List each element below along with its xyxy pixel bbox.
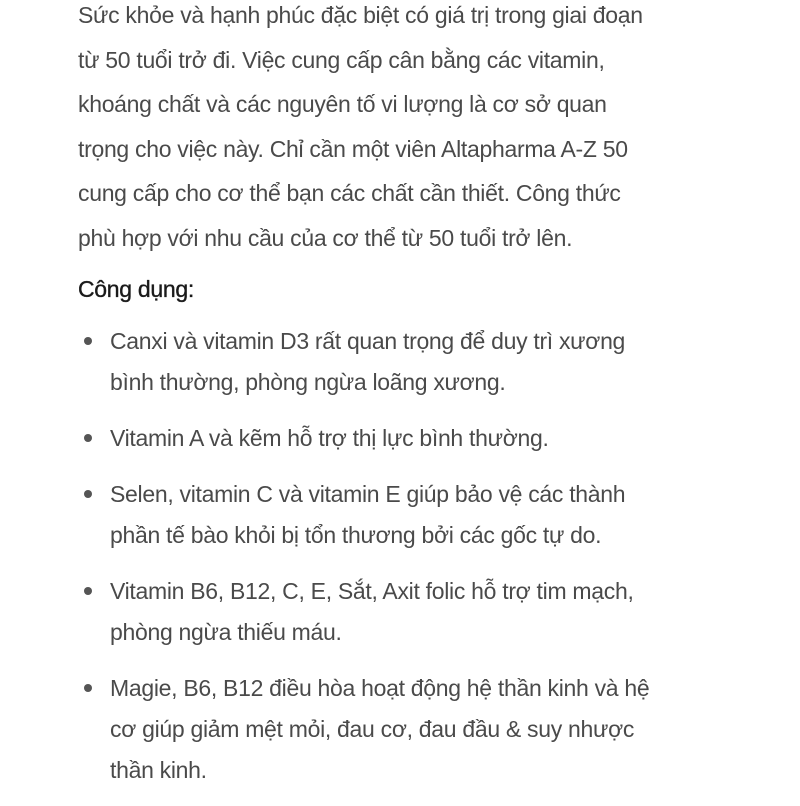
bullet-icon — [84, 434, 92, 442]
list-item-line: Vitamin B6, B12, C, E, Sắt, Axit folic hỗ trợ tim mạch, — [110, 578, 634, 604]
list-item — [78, 571, 718, 653]
intro-line: cung cấp cho cơ thể bạn các chất cần thiết. Công thức — [78, 180, 621, 206]
benefits-list — [78, 321, 718, 806]
product-description — [78, 0, 718, 783]
list-item — [78, 418, 718, 459]
bullet-icon — [84, 490, 92, 498]
intro-line: khoáng chất và các nguyên tố vi lượng là cơ sở quan — [78, 91, 607, 117]
bullet-icon — [84, 587, 92, 595]
bullet-icon — [84, 684, 92, 692]
list-item-line: phòng ngừa thiếu máu. — [110, 619, 342, 645]
intro-paragraph — [78, 0, 718, 260]
list-item — [78, 321, 718, 403]
list-item-line: thần kinh. — [110, 757, 207, 783]
list-item-line: Magie, B6, B12 điều hòa hoạt động hệ thần kinh và hệ — [110, 675, 650, 701]
list-item-line: Canxi và vitamin D3 rất quan trọng để duy trì xương — [110, 328, 626, 354]
list-item-line: bình thường, phòng ngừa loãng xương. — [110, 369, 506, 395]
list-item-line: cơ giúp giảm mệt mỏi, đau cơ, đau đầu & suy nhược — [110, 716, 635, 742]
bullet-icon — [84, 337, 92, 345]
list-item-line: Selen, vitamin C và vitamin E giúp bảo vệ các thành — [110, 481, 626, 507]
intro-line: trọng cho việc này. Chỉ cần một viên Altapharma A-Z 50 — [78, 135, 628, 162]
intro-line: phù hợp với nhu cầu của cơ thể từ 50 tuổi trở lên. — [78, 224, 573, 251]
intro-line: Sức khỏe và hạnh phúc đặc biệt có giá trị trong giai đoạn — [78, 2, 643, 28]
list-item-line: Vitamin A và kẽm hỗ trợ thị lực bình thường. — [110, 425, 549, 451]
list-item — [78, 474, 718, 556]
intro-line: từ 50 tuổi trở đi. Việc cung cấp cân bằng các vitamin, — [78, 46, 605, 73]
section-heading: Công dụng: — [78, 276, 194, 302]
list-item-line: phần tế bào khỏi bị tổn thương bởi các gốc tự do. — [110, 522, 602, 548]
list-item — [78, 668, 718, 791]
